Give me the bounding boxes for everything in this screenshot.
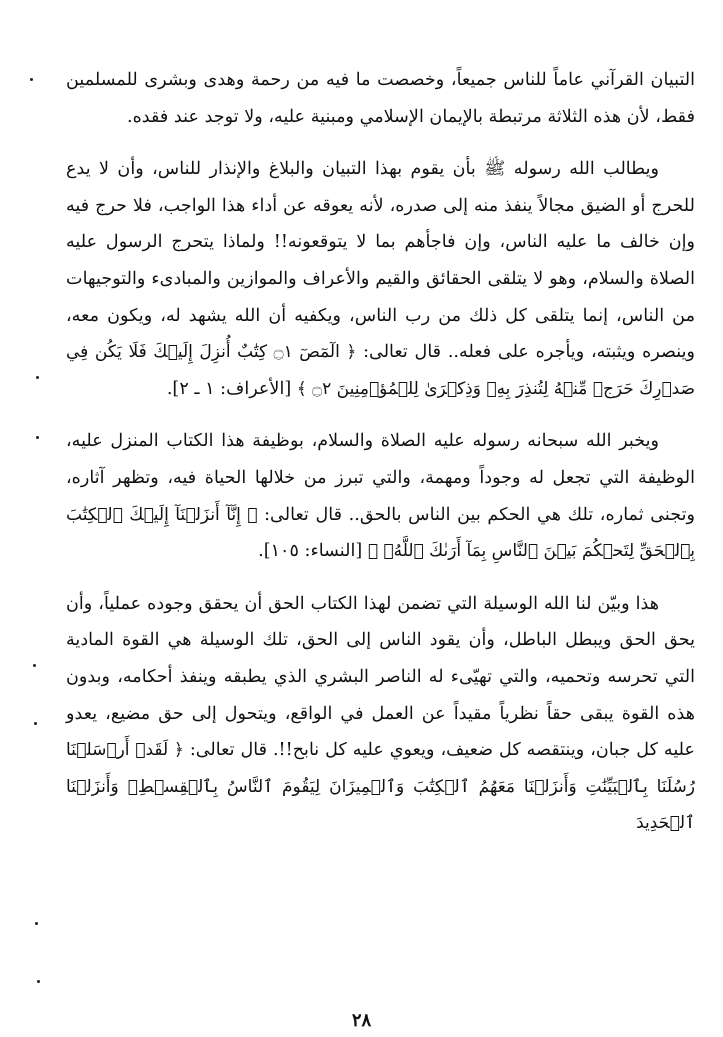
margin-mark	[34, 722, 37, 725]
page-body-text	[66, 62, 695, 842]
paragraph-1-text: التبيان القرآني عاماً للناس جميعاً، وخصصت ما فيه من رحمة وهدى وبشرى للمسلمين فقط، لأن هذه الثلاثة مرتبطة بالإيمان الإسلامي ومبنية عليه، ولا توجد عند فقده.	[66, 70, 695, 127]
margin-mark	[37, 980, 40, 983]
paragraph-3-text: ويخبر الله سبحانه رسوله عليه الصلاة والسلام، بوظيفة هذا الكتاب المنزل عليه، الوظيفة التي تجعل له وجوداً ومهمة، والتي تبرز من خلالها الحياة فيه، وتظهر آثاره، وتجنى ثماره، تلك هي الحكم بين الناس بالحق.. قال تعالى:	[66, 431, 695, 525]
quran-verse-al-hadid: ﴿ لَقَدۡ أَرۡسَلۡنَا رُسُلَنَا بِٱلۡبَيِّنَٰتِ وَأَنزَلۡنَا مَعَهُمُ ٱلۡكِتَٰبَ وَٱلۡمِيزَانَ لِيَقُومَ ٱلنَّاسُ بِٱلۡقِسۡطِۖ وَأَنزَلۡنَا ٱلۡحَدِيدَ	[66, 740, 695, 834]
citation-al-araf: [الأعراف: ١ ـ ٢].	[166, 378, 297, 399]
paragraph-4	[66, 586, 695, 842]
margin-mark	[36, 376, 39, 379]
quran-verse-an-nisa: ﴿ إِنَّآ أَنزَلۡنَآ إِلَيۡكَ ٱلۡكِتَٰبَ بِٱلۡحَقِّ لِتَحۡكُمَ بَيۡنَ ٱلنَّاسِ بِمَآ أَرَىٰكَ ٱللَّهُۚ ﴾	[66, 504, 695, 562]
paragraph-2	[66, 151, 695, 407]
page-number: ٢٨	[351, 1010, 372, 1031]
citation-an-nisa: [النساء: ١٠٥].	[258, 541, 368, 562]
paragraph-1	[66, 62, 695, 135]
margin-mark	[30, 78, 33, 81]
paragraph-2-text: ويطالب الله رسوله ﷺ بأن يقوم بهذا التبيان والبلاغ والإنذار للناس، وأن لا يدع للحرج أو الضيق مجالاً ينفذ منه إلى صدره، لأنه يعوقه عن أداء هذا الواجب، فلا حرج فيه وإن خالف ما عليه الناس، وإن فاجأهم بما لا يتوقعونه!! ولماذا يتحرج الرسول عليه الصلاة والسلام، وهو لا يتلقى الحقائق والقيم والأعراف والموازين والمبادىء والتوجيهات من الناس، إنما يتلقى كل ذلك من رب الناس، ويكفيه أن الله يشهد له، ويكون معه، وينصره ويثبته، ويأجره على فعله.. قال تعالى:	[66, 159, 696, 363]
quran-verse-al-araf: ﴿ الٓمٓصٓ ۝١ كِتَٰبٌ أُنزِلَ إِلَيۡكَ فَلَا يَكُن فِي صَدۡرِكَ حَرَجٞ مِّنۡهُ لِتُنذِرَ بِهِۦ وَذِكۡرَىٰ لِلۡمُؤۡمِنِينَ ۝٢ ﴾	[66, 342, 695, 399]
paragraph-4-text: هذا وبيّن لنا الله الوسيلة التي تضمن لهذا الكتاب الحق أن يحقق وجوده عملياً، وأن يحق الحق ويبطل الباطل، وأن يقود الناس إلى الحق، تلك الوسيلة هي القوة المادية التي تحرسه وتحميه، والتي تهيّىء له الناصر البشري الذي يطبقه وينفذ أحكامه، وبدون هذه القوة يبقى حقاً نظرياً مقيداً عن العمل في الواقع، ويتحول إلى حق مضيع، يعدو عليه كل جبان، وينتقصه كل ضعيف، ويعوي عليه كل نابح!!. قال تعالى:	[66, 593, 695, 761]
margin-mark	[33, 664, 36, 667]
paragraph-3	[66, 423, 695, 569]
margin-mark	[35, 922, 38, 925]
margin-mark	[36, 436, 39, 439]
